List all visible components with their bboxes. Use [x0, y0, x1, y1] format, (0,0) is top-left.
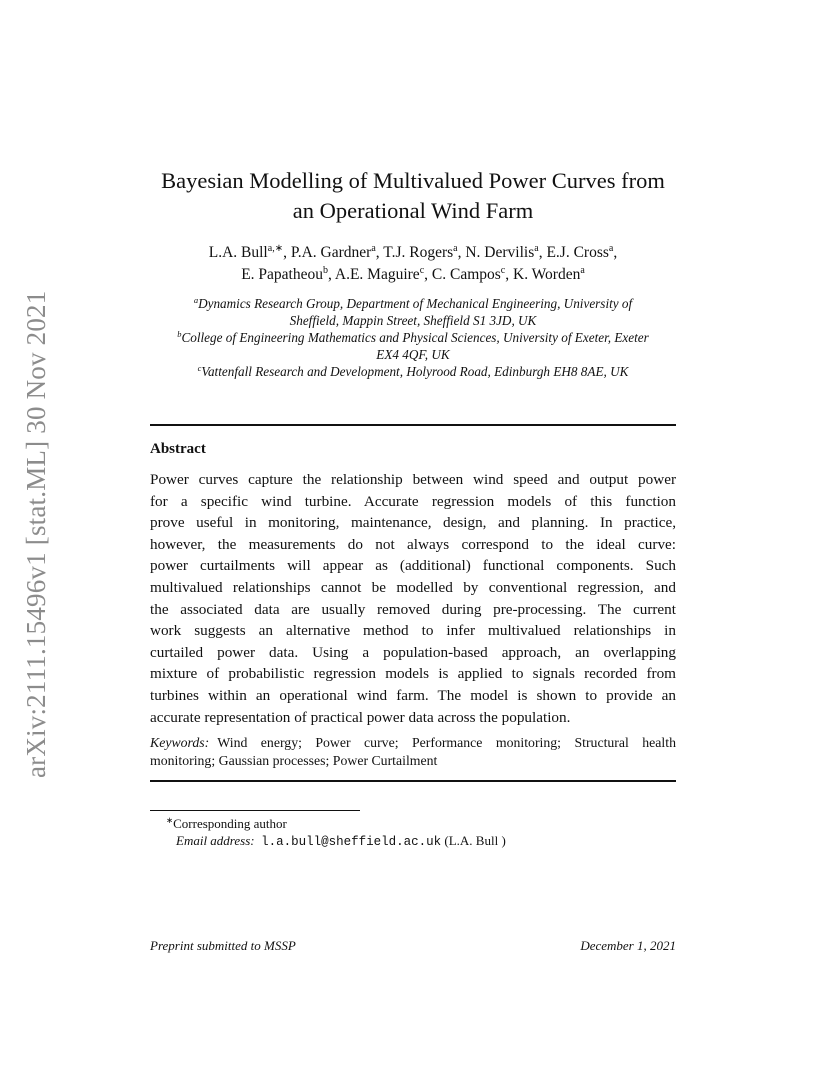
abstract-line: curtailed power data. Using a population-based approach, an overlapping: [150, 643, 676, 661]
affiliation-c: [140, 363, 686, 380]
affiliation-b: [140, 329, 686, 363]
keywords-line-1: [150, 734, 676, 752]
author-name: T.J. Rogers: [383, 244, 454, 261]
keywords-text: Wind energy; Power curve; Performance monitoring; Structural health: [217, 735, 676, 750]
email-label: Email address:: [176, 833, 255, 848]
author-affiliation-mark: a: [580, 265, 585, 276]
affiliation-text: EX4 4QF, UK: [376, 347, 450, 362]
author-name: N. Dervilis: [465, 244, 535, 261]
abstract-bottom-rule: [150, 780, 676, 782]
author-affiliation-mark: a: [453, 243, 458, 254]
author-name: C. Campos: [431, 266, 501, 283]
author-affiliation-mark: c: [500, 265, 506, 276]
abstract-top-rule: [150, 424, 676, 426]
email-link[interactable]: l.a.bull@sheffield.ac.uk: [261, 835, 442, 849]
affiliation-text: Dynamics Research Group, Department of Mechanical Engineering, University of: [198, 296, 633, 311]
footnote-rule: [150, 810, 360, 811]
abstract-line: for a specific wind turbine. Accurate regression models of this function: [150, 492, 676, 510]
abstract-text: [150, 469, 676, 728]
author-affiliation-mark: a: [534, 243, 539, 254]
affiliation-mark: c: [197, 363, 202, 373]
abstract-line: however, the measurements do not always correspond to the ideal curve:: [150, 535, 676, 553]
abstract-line: accurate representation of practical power data across the population.: [150, 708, 571, 726]
abstract-line: multivalued relationships cannot be modelled by conventional regression, and: [150, 578, 676, 596]
footnote-corresponding: [150, 815, 506, 832]
affiliation-mark: b: [177, 329, 182, 339]
author-affiliation-mark: a: [608, 243, 614, 254]
author-name: K. Worden: [513, 266, 581, 283]
abstract-line: the associated data are usually removed during pre-processing. The current: [150, 600, 676, 618]
affiliations: [140, 295, 686, 380]
affiliation-a: [140, 295, 686, 329]
author-line-2: E. Papatheou$^b$, A.E. Maguire$^c$, C. Campos$^c$, K. Worden$^a$: [241, 265, 585, 283]
affiliation-text: Vattenfall Research and Development, Holyrood Road, Edinburgh EH8 8AE, UK: [201, 364, 629, 379]
author-affiliation-mark: a: [371, 243, 376, 254]
abstract-heading: Abstract: [150, 441, 206, 457]
footnote-mark: ∗: [166, 815, 174, 825]
keywords-label: Keywords:: [150, 735, 210, 750]
abstract-line: turbines within an operational wind farm. The model is shown to provide an: [150, 686, 676, 704]
footnote: [150, 815, 506, 851]
title-line-1: Bayesian Modelling of Multivalued Power Curves from: [161, 168, 665, 193]
keywords-line-2: monitoring; Gaussian processes; Power Curtailment: [150, 753, 438, 768]
author-affiliation-mark: c: [419, 265, 425, 276]
abstract-line: Power curves capture the relationship between wind speed and output power: [150, 471, 676, 488]
author-name: P.A. Gardner: [290, 244, 372, 261]
author-name: A.E. Maguire: [334, 266, 420, 283]
footnote-text: Corresponding author: [173, 816, 287, 831]
affiliation-mark: a: [193, 295, 199, 305]
paper-title: [150, 166, 676, 226]
email-suffix: (L.A. Bull ): [444, 833, 506, 848]
title-line-2: an Operational Wind Farm: [292, 198, 534, 223]
author-affiliation-mark: b: [322, 265, 328, 276]
abstract-line: power curtailments will appear as (additional) functional components. Such: [150, 557, 676, 575]
arxiv-identifier-stamp: arXiv:2111.15496v1 [stat.ML] 30 Nov 2021: [20, 290, 51, 778]
author-list: [150, 242, 676, 286]
abstract-line: mixture of probabilistic regression models is applied to signals recorded from: [150, 665, 676, 683]
affiliation-text: College of Engineering Mathematics and Physical Sciences, University of Exeter, Exeter: [181, 330, 649, 345]
author-name: E.J. Cross: [546, 244, 609, 261]
author-affiliation-mark: a,∗: [267, 243, 284, 254]
abstract-line: prove useful in monitoring, maintenance, design, and planning. In practice,: [150, 514, 676, 532]
author-name: L.A. Bull: [208, 244, 268, 261]
abstract-line: work suggests an alternative method to infer multivalued relationships in: [150, 622, 676, 640]
affiliation-text: Sheffield, Mappin Street, Sheffield S1 3JD, UK: [289, 313, 537, 328]
preprint-note: Preprint submitted to MSSP: [150, 938, 296, 953]
submission-date: December 1, 2021: [580, 938, 676, 953]
author-name: E. Papatheou: [241, 266, 323, 283]
author-line-1: L.A. Bull$^{a,∗}$, P.A. Gardner$^a$, T.J. Rogers$^a$, N. Dervilis$^a$, E.J. Cross$^a$,: [208, 243, 618, 261]
footnote-email-line: [150, 832, 506, 851]
keywords: [150, 734, 676, 770]
